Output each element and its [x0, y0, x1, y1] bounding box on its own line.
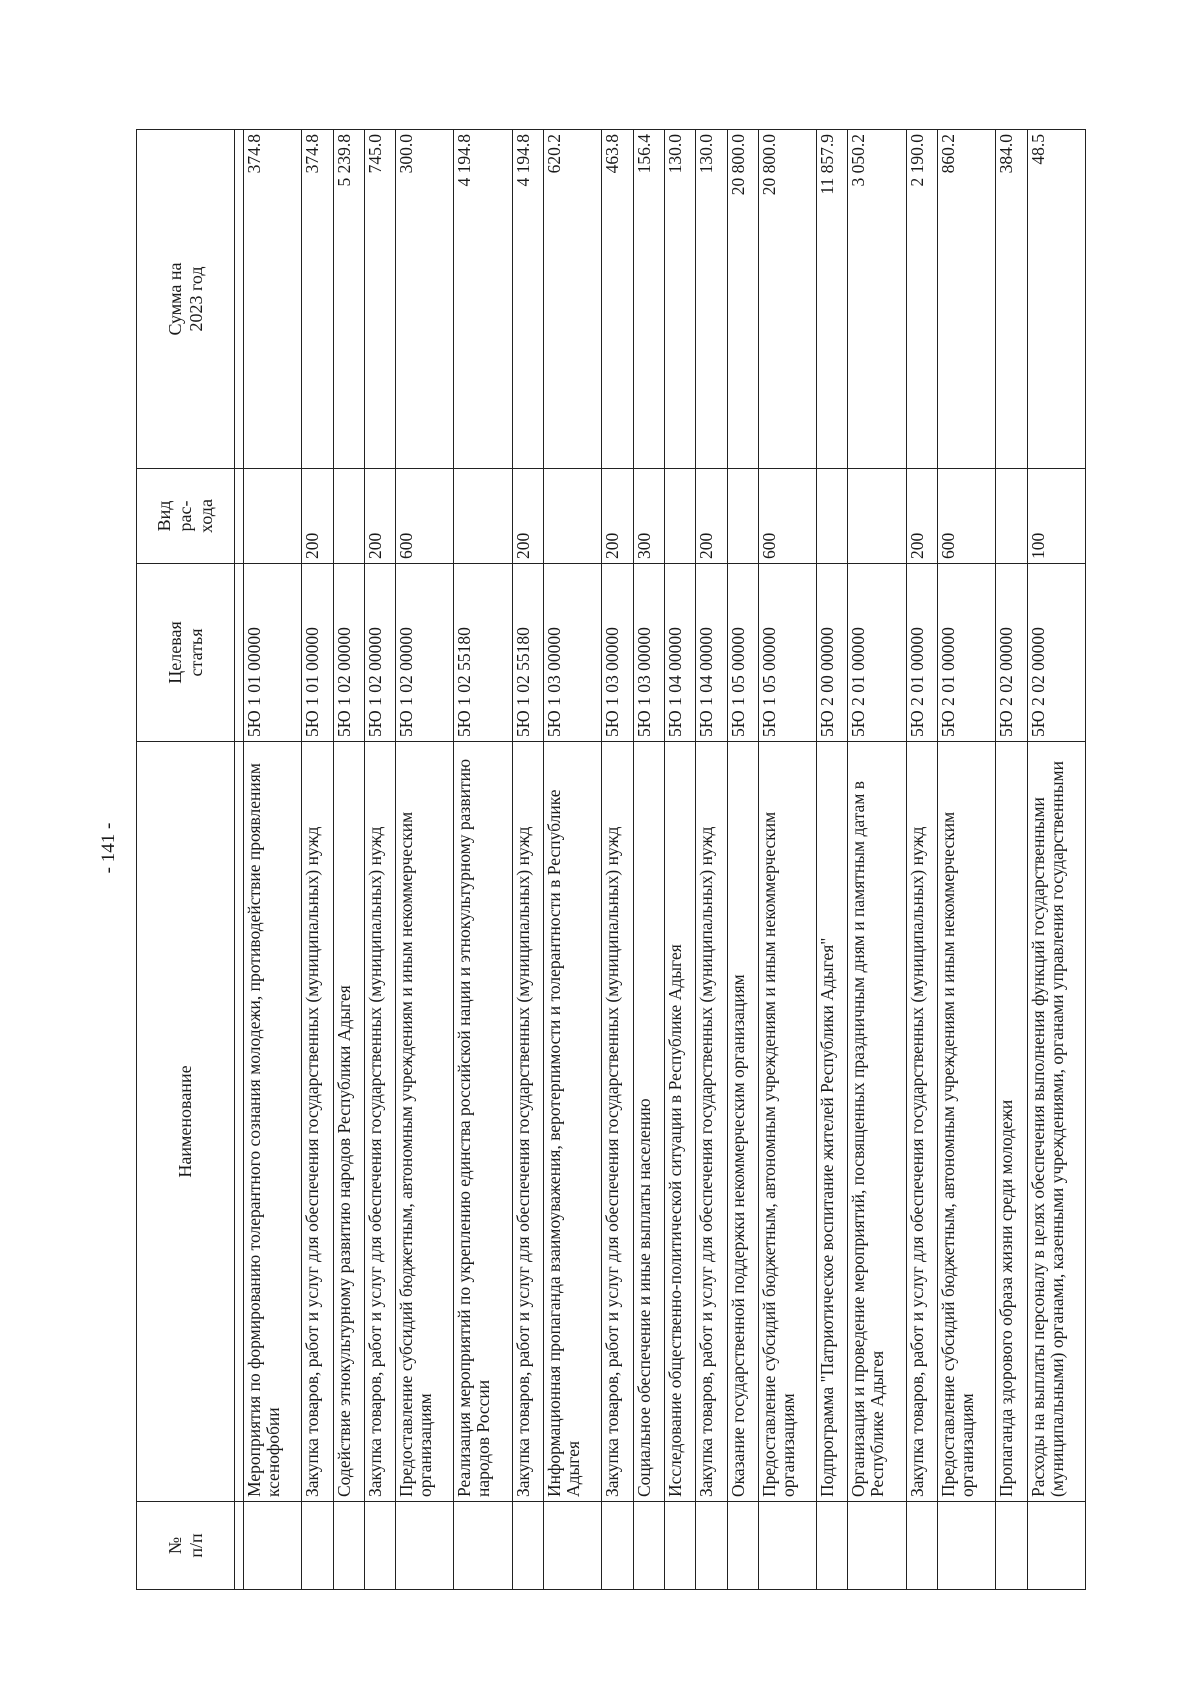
cell-target-article: 5Ю 1 03 00000	[544, 564, 602, 742]
cell-expense-type	[817, 469, 848, 564]
table-row	[758, 130, 816, 1590]
cell-amount: 5 239.8	[333, 130, 364, 469]
cell-number	[633, 1502, 664, 1590]
cell-expense-type: 600	[396, 469, 454, 564]
cell-expense-type: 200	[364, 469, 395, 564]
cell-name: Реализация мероприятий по укреплению единства российской нации и этнокультурному развитию народов России	[454, 742, 512, 1502]
cell-name: Исследование общественно-политической ситуации в Республике Адыгея	[664, 742, 695, 1502]
cell-amount: 620.2	[544, 130, 602, 469]
cell-amount: 300.0	[396, 130, 454, 469]
cell-name: Закупка товаров, работ и услуг для обеспечения государственных (муниципальных) нужд	[512, 742, 543, 1502]
cell-name: Предоставление субсидий бюджетным, автономным учреждениям и иным некоммерческим организациям	[938, 742, 996, 1502]
cell-number	[938, 1502, 996, 1590]
cell-target-article: 5Ю 1 05 00000	[758, 564, 816, 742]
header-target-article: Целевая статья	[137, 564, 235, 742]
cell-number	[602, 1502, 633, 1590]
table-row	[396, 130, 454, 1590]
cell-number	[727, 1502, 758, 1590]
cell-name: Предоставление субсидий бюджетным, автономным учреждениям и иным некоммерческим организациям	[396, 742, 454, 1502]
cell-expense-type: 300	[633, 469, 664, 564]
cell-number	[906, 1502, 937, 1590]
cell-number	[454, 1502, 512, 1590]
cell-number	[848, 1502, 906, 1590]
cell-number	[512, 1502, 543, 1590]
table-row	[996, 130, 1027, 1590]
cell-name: Закупка товаров, работ и услуг для обеспечения государственных (муниципальных) нужд	[696, 742, 727, 1502]
cell-amount: 48.5	[1027, 130, 1085, 469]
cell-name: Закупка товаров, работ и услуг для обеспечения государственных (муниципальных) нужд	[302, 742, 333, 1502]
cell-expense-type: 200	[512, 469, 543, 564]
page-number: - 141 -	[98, 822, 119, 874]
cell-amount: 463.8	[602, 130, 633, 469]
cell-amount: 20 800.0	[727, 130, 758, 469]
cell-name: Закупка товаров, работ и услуг для обеспечения государственных (муниципальных) нужд	[906, 742, 937, 1502]
cell-expense-type: 600	[938, 469, 996, 564]
cell-name: Расходы на выплаты персоналу в целях обеспечения выполнения функций государственными (муниципальными) органами, казенными учреждениями, органами управления государственными	[1027, 742, 1085, 1502]
cell-amount: 11 857.9	[817, 130, 848, 469]
cell-amount: 156.4	[633, 130, 664, 469]
table-row	[302, 130, 333, 1590]
cell-expense-type: 200	[302, 469, 333, 564]
cell-expense-type	[244, 469, 302, 564]
header-name: Наименование	[137, 742, 235, 1502]
cell-amount: 374.8	[244, 130, 302, 469]
header-amount-2023: Сумма на 2023 год	[137, 130, 235, 469]
cell-expense-type: 600	[758, 469, 816, 564]
table-spacer-row	[235, 130, 244, 1590]
cell-amount: 3 050.2	[848, 130, 906, 469]
cell-number	[302, 1502, 333, 1590]
cell-target-article: 5Ю 2 01 00000	[938, 564, 996, 742]
cell-number	[664, 1502, 695, 1590]
cell-number	[696, 1502, 727, 1590]
cell-amount: 4 194.8	[512, 130, 543, 469]
cell-target-article: 5Ю 1 03 00000	[602, 564, 633, 742]
cell-amount: 130.0	[696, 130, 727, 469]
table-header-row	[137, 130, 235, 1590]
cell-amount: 374.8	[302, 130, 333, 469]
cell-name: Подпрограмма "Патриотическое воспитание жителей Республики Адыгея"	[817, 742, 848, 1502]
cell-target-article: 5Ю 1 02 00000	[396, 564, 454, 742]
cell-number	[396, 1502, 454, 1590]
table-row	[664, 130, 695, 1590]
header-expense-type: Вид рас- хода	[137, 469, 235, 564]
table-row	[364, 130, 395, 1590]
cell-amount: 860.2	[938, 130, 996, 469]
cell-amount: 2 190.0	[906, 130, 937, 469]
header-number: № п/п	[137, 1502, 235, 1590]
cell-target-article: 5Ю 2 00 00000	[817, 564, 848, 742]
cell-amount: 745.0	[364, 130, 395, 469]
cell-expense-type	[454, 469, 512, 564]
cell-expense-type: 200	[602, 469, 633, 564]
cell-name: Содействие этнокультурному развитию народов Республики Адыгея	[333, 742, 364, 1502]
cell-name: Оказание государственной поддержки некоммерческим организациям	[727, 742, 758, 1502]
cell-target-article: 5Ю 2 01 00000	[906, 564, 937, 742]
cell-name: Организация и проведение мероприятий, посвященных праздничным дням и памятным датам в Республике Адыгея	[848, 742, 906, 1502]
cell-expense-type	[664, 469, 695, 564]
cell-number	[544, 1502, 602, 1590]
table-row	[817, 130, 848, 1590]
table-row	[454, 130, 512, 1590]
cell-target-article: 5Ю 2 02 00000	[996, 564, 1027, 742]
cell-target-article: 5Ю 1 02 55180	[454, 564, 512, 742]
cell-target-article: 5Ю 1 05 00000	[727, 564, 758, 742]
cell-expense-type: 200	[696, 469, 727, 564]
cell-number	[244, 1502, 302, 1590]
cell-number	[758, 1502, 816, 1590]
cell-number	[1027, 1502, 1085, 1590]
table-row	[544, 130, 602, 1590]
cell-target-article: 5Ю 1 01 00000	[244, 564, 302, 742]
cell-name: Социальное обеспечение и иные выплаты населению	[633, 742, 664, 1502]
cell-expense-type	[544, 469, 602, 564]
cell-target-article: 5Ю 2 02 00000	[1027, 564, 1085, 742]
cell-target-article: 5Ю 1 03 00000	[633, 564, 664, 742]
cell-name: Пропаганда здорового образа жизни среди молодежи	[996, 742, 1027, 1502]
cell-name: Мероприятия по формированию толерантного сознания молодежи, противодействие проявлениям ксенофобии	[244, 742, 302, 1502]
cell-expense-type: 200	[906, 469, 937, 564]
cell-number	[817, 1502, 848, 1590]
cell-name: Предоставление субсидий бюджетным, автономным учреждениям и иным некоммерческим организациям	[758, 742, 816, 1502]
table-row	[333, 130, 364, 1590]
cell-name: Информационная пропаганда взаимоуважения, веротерпимости и толерантности в Республике Адыгея	[544, 742, 602, 1502]
cell-target-article: 5Ю 1 04 00000	[696, 564, 727, 742]
cell-expense-type	[848, 469, 906, 564]
table-row	[512, 130, 543, 1590]
cell-expense-type: 100	[1027, 469, 1085, 564]
cell-name: Закупка товаров, работ и услуг для обеспечения государственных (муниципальных) нужд	[364, 742, 395, 1502]
cell-target-article: 5Ю 1 02 00000	[333, 564, 364, 742]
rotated-sheet	[136, 130, 1086, 1590]
cell-target-article: 5Ю 1 02 55180	[512, 564, 543, 742]
cell-expense-type	[727, 469, 758, 564]
cell-target-article: 5Ю 1 04 00000	[664, 564, 695, 742]
cell-expense-type	[333, 469, 364, 564]
table-row	[727, 130, 758, 1590]
table-row	[906, 130, 937, 1590]
table-row	[696, 130, 727, 1590]
table-row	[848, 130, 906, 1590]
cell-number	[333, 1502, 364, 1590]
cell-amount: 4 194.8	[454, 130, 512, 469]
table-body	[235, 130, 1086, 1590]
table-row	[244, 130, 302, 1590]
cell-amount: 20 800.0	[758, 130, 816, 469]
cell-amount: 384.0	[996, 130, 1027, 469]
budget-table	[136, 129, 1086, 1590]
cell-amount: 130.0	[664, 130, 695, 469]
cell-target-article: 5Ю 2 01 00000	[848, 564, 906, 742]
cell-name: Закупка товаров, работ и услуг для обеспечения государственных (муниципальных) нужд	[602, 742, 633, 1502]
cell-number	[996, 1502, 1027, 1590]
cell-expense-type	[996, 469, 1027, 564]
cell-target-article: 5Ю 1 01 00000	[302, 564, 333, 742]
table-row	[1027, 130, 1085, 1590]
cell-number	[364, 1502, 395, 1590]
table-row	[633, 130, 664, 1590]
cell-target-article: 5Ю 1 02 00000	[364, 564, 395, 742]
table-row	[938, 130, 996, 1590]
table-row	[602, 130, 633, 1590]
